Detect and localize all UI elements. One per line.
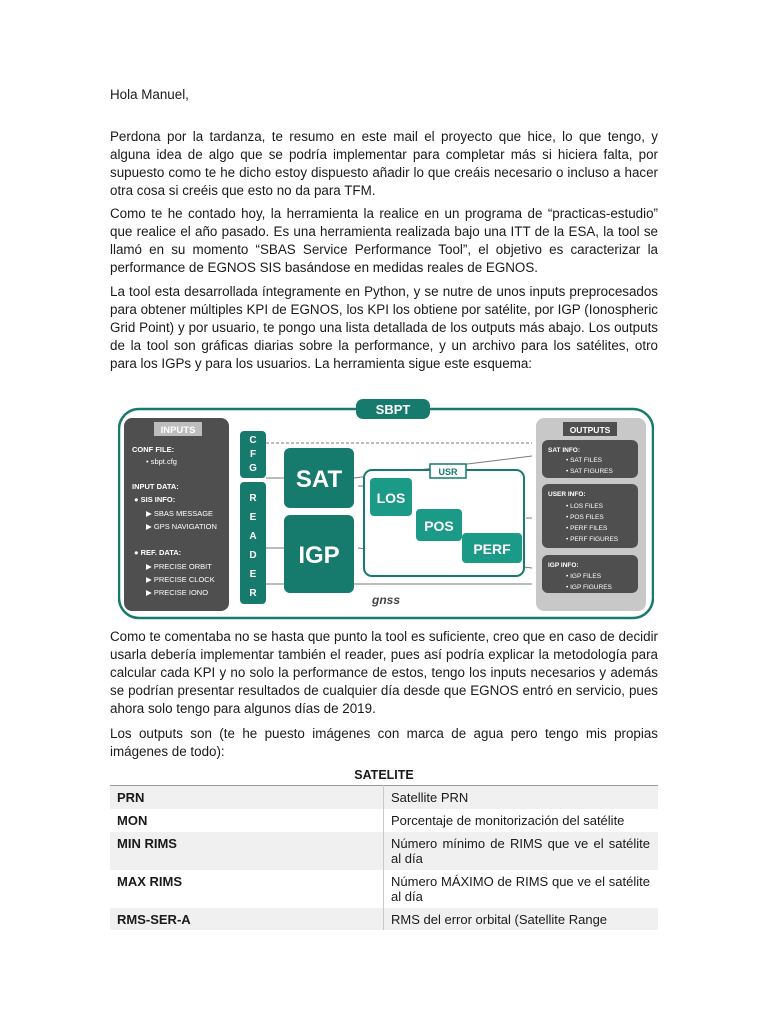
- outputs-header: OUTPUTS: [569, 425, 611, 435]
- table-row: [110, 809, 658, 832]
- sbpt-architecture-diagram: [118, 398, 654, 620]
- los-label: LOS: [376, 490, 406, 506]
- sis-info-label: ● SIS INFO:: [134, 495, 176, 504]
- sat-output-item: • SAT FILES: [566, 457, 602, 464]
- sat-output-item: • SAT FIGURES: [566, 468, 613, 475]
- sat-label: SAT: [295, 466, 343, 493]
- igp-info-label: IGP INFO:: [548, 562, 579, 569]
- reader-letter: D: [249, 550, 257, 561]
- row-key: PRN: [110, 786, 384, 810]
- cfg-letter: F: [249, 449, 257, 460]
- usr-label: USR: [438, 467, 458, 477]
- pos-label: POS: [424, 518, 454, 534]
- row-value: Porcentaje de monitorización del satélite: [391, 813, 625, 828]
- cfg-letter: G: [249, 463, 257, 474]
- ref-item: ▶ PRECISE IONO: [146, 588, 209, 597]
- user-info-label: USER INFO:: [548, 491, 586, 498]
- reader-letter: E: [249, 569, 257, 580]
- gnss-logo: gnss: [371, 593, 401, 607]
- row-key: MAX RIMS: [110, 870, 384, 908]
- conf-file-item: • sbpt.cfg: [146, 457, 177, 466]
- ref-item: ▶ PRECISE ORBIT: [146, 562, 212, 571]
- paragraph-4: Como te comentaba no se hasta que punto la tool es suficiente, creo que en caso de decidir usarla debería implementar también el reader, pues así podría explicar la metodología para calcular cada KPI y no solo la performance de estos, tengo los inputs necesarios y además se podrían presentar resultados de cualquier día desde que EGNOS entró en servicio, pues ahora solo tengo para algunos días de 2019.: [110, 629, 658, 716]
- sbpt-title: SBPT: [375, 402, 411, 417]
- sat-info-label: SAT INFO:: [548, 447, 581, 454]
- satelite-table: [110, 785, 658, 931]
- perf-label: PERF: [473, 541, 511, 557]
- table-row: [110, 832, 658, 870]
- paragraph-2: Como te he contado hoy, la herramienta la realice en un programa de “practicas-estudio” que realice el año pasado. Es una herramienta realizada bajo una ITT de la ESA, la tool se llamó en su momento “SBAS Service Performance Tool”, el objetivo es caracterizar la performance de EGNOS SIS basándose en medidas reales de EGNOS.: [110, 206, 658, 275]
- ref-item: ▶ PRECISE CLOCK: [146, 575, 215, 584]
- user-output-item: • PERF FIGURES: [566, 536, 619, 543]
- row-value: RMS del error orbital (Satellite Range: [384, 908, 659, 931]
- user-output-item: • LOS FILES: [566, 503, 603, 510]
- page-bottom-margin: [0, 930, 768, 1024]
- igp-label: IGP: [298, 542, 340, 569]
- cfg-letter: C: [249, 435, 257, 446]
- reader-letter: E: [249, 512, 257, 523]
- reader-letter: A: [249, 531, 257, 542]
- igp-output-item: • IGP FIGURES: [566, 584, 612, 591]
- sis-item: ▶ SBAS MESSAGE: [146, 509, 214, 518]
- input-data-label: INPUT DATA:: [132, 482, 179, 491]
- ref-data-label: ● REF. DATA:: [134, 548, 182, 557]
- igp-output-item: • IGP FILES: [566, 573, 602, 580]
- reader-letter: R: [249, 588, 257, 599]
- table-row: [110, 786, 658, 810]
- table-row: [110, 908, 658, 931]
- row-value: Número mínimo de RIMS que ve el satélite al día: [384, 832, 659, 870]
- row-key: MON: [110, 809, 384, 832]
- paragraph-3: La tool esta desarrollada íntegramente en Python, y se nutre de unos inputs preprocesados para obtener múltiples KPI de EGNOS, los KPI los obtiene por satélite, por IGP (Ionospheric Grid Point) y por usuario, te pongo una lista detallada de los outputs más abajo. Los outputs de la tool son gráficas diarias sobre la performance, y un archivo para los satélites, otro para los IGPs y para los usuarios. La herramienta sigue este esquema:: [110, 284, 658, 371]
- conf-file-label: CONF FILE:: [132, 445, 175, 454]
- row-key: MIN RIMS: [110, 832, 384, 870]
- greeting: Hola Manuel,: [110, 87, 189, 102]
- paragraph-1: Perdona por la tardanza, te resumo en este mail el proyecto que hice, lo que tengo, y alguna idea de algo que se podría implementar para completar más si hiciera falta, por supuesto como te he dicho estoy dispuesto añadir lo que creáis necesario o incluso a hacer otra cosa si creéis que esto no da para TFM.: [110, 129, 658, 198]
- table-row: [110, 870, 658, 908]
- row-key: RMS-SER-A: [110, 908, 384, 931]
- row-value: Número MÁXIMO de RIMS que ve el satélite al día: [391, 874, 650, 904]
- paragraph-5: Los outputs son (te he puesto imágenes con marca de agua pero tengo mis propias imágenes de todo):: [110, 726, 658, 759]
- table-title: SATELITE: [354, 768, 414, 782]
- user-output-item: • PERF FILES: [566, 525, 608, 532]
- inputs-header: INPUTS: [160, 425, 196, 436]
- reader-letter: R: [249, 493, 257, 504]
- user-output-item: • POS FILES: [566, 514, 604, 521]
- sis-item: ▶ GPS NAVIGATION: [146, 522, 217, 531]
- row-value: Satellite PRN: [384, 786, 659, 810]
